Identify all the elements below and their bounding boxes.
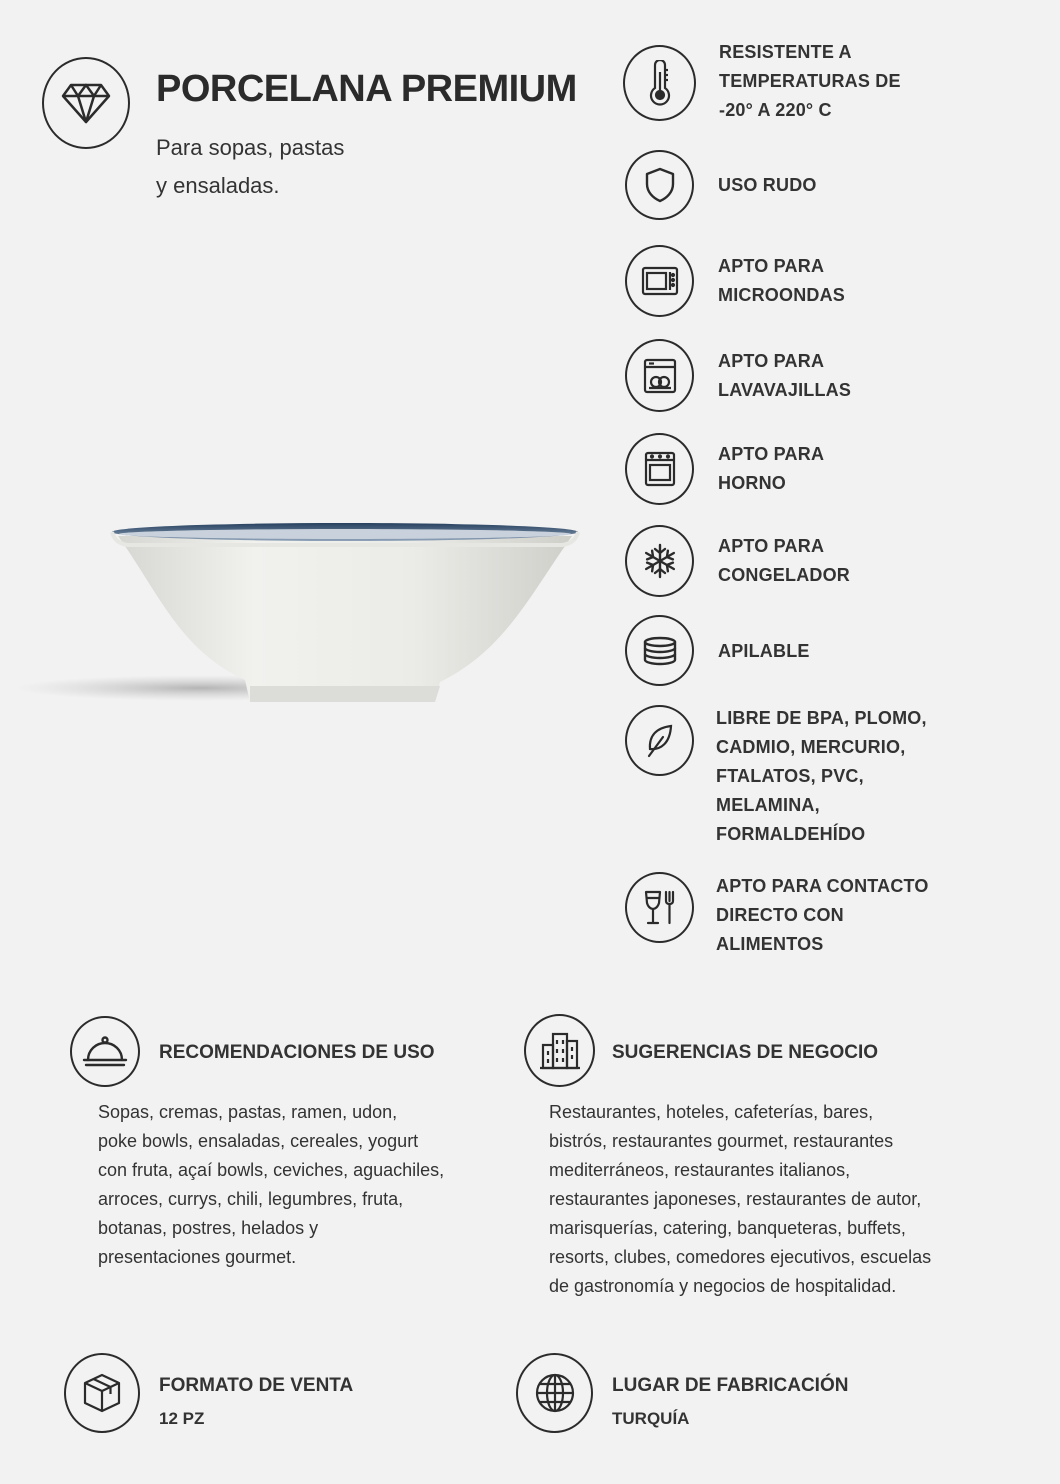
feature-line: USO RUDO [718,175,817,195]
business-title: SUGERENCIAS DE NEGOCIO [612,1042,879,1063]
subtitle [156,129,344,205]
oven-icon [644,451,676,487]
feature-line: MELAMINA, [716,795,820,815]
sale-format-value: 12 PZ [159,1409,205,1428]
origin-badge [516,1353,593,1433]
feature-stackable-badge [625,615,694,686]
feature-microwave-text [718,252,845,310]
leaf-icon [645,723,675,759]
feature-line: RESISTENTE A [719,42,852,62]
business-body: Restaurantes, hoteles, cafeterías, bares, bistrós, restaurantes gourmet, restaurantes mediterráneos, restaurantes italianos, restaurantes japoneses, restaurantes de autor, marisquerías, catering, banqueteras, buffets, resorts, clubes, comedores ejecutivos, escuelas de gastronomía y negocios de hospitalidad. [549,1102,932,1296]
feature-line: LIBRE DE BPA, PLOMO, [716,708,927,728]
box-icon [81,1372,123,1414]
feature-freezer-badge [625,525,694,597]
feature-line: APTO PARA [718,256,825,276]
feature-line: FTALATOS, PVC, [716,766,864,786]
globe-icon [534,1372,576,1414]
feature-line: FORMALDEHÍDO [716,824,866,844]
feature-dishwasher-badge [625,339,694,412]
stacked-plates-icon [642,636,678,666]
feature-line: APTO PARA CONTACTO [716,876,929,896]
recommendations-badge [70,1016,140,1087]
recommendations-body: Sopas, cremas, pastas, ramen, udon, poke bowls, ensaladas, cereales, yogurt con fruta, açaí bowls, ceviches, aguachiles, arroces, currys, chili, legumbres, fruta, botanas, postres, helados y presentaciones gourmet. [98,1102,445,1267]
feature-bpa-free-text [716,704,927,849]
business-badge [524,1014,595,1087]
feature-line: CONGELADOR [718,565,850,585]
feature-line: MICROONDAS [718,285,845,305]
feature-microwave-badge [625,245,694,317]
feature-line: CADMIO, MERCURIO, [716,737,906,757]
origin-title: LUGAR DE FABRICACIÓN [612,1375,849,1396]
feature-line: HORNO [718,473,786,493]
subtitle-line-2: y ensaladas. [156,173,280,198]
snowflake-icon [641,542,679,580]
feature-line: -20° A 220° C [719,100,832,120]
feature-line: LAVAVAJILLAS [718,380,852,400]
feature-line: APTO PARA [718,536,825,556]
feature-freezer-text [718,532,850,590]
feature-bpa-free-badge [625,705,694,776]
feature-line: ALIMENTOS [716,934,824,954]
diamond-badge [42,57,130,149]
feature-line: APILABLE [718,641,810,661]
glass-fork-icon [643,889,677,927]
cloche-icon [82,1036,128,1068]
microwave-icon [641,266,679,296]
feature-oven-text [718,440,824,498]
feature-oven-badge [625,433,694,505]
diamond-icon [61,81,111,125]
thermometer-icon [647,60,673,106]
recommendations-title: RECOMENDACIONES DE USO [159,1042,435,1063]
feature-line: TEMPERATURAS DE [719,71,901,91]
feature-stackable-text [718,637,810,666]
shield-icon [645,167,675,203]
feature-temperature-text [719,38,901,125]
feature-dishwasher-text [718,347,851,405]
dishwasher-icon [643,358,677,394]
feature-rugged-badge [625,150,694,220]
feature-food-contact-text [716,872,929,959]
page-title: PORCELANA PREMIUM [156,68,577,110]
feature-line: APTO PARA [718,351,825,371]
feature-line: DIRECTO CON [716,905,844,925]
buildings-icon [539,1031,581,1071]
origin-value: TURQUÍA [612,1409,690,1428]
feature-temperature-badge [623,45,696,121]
sale-format-title: FORMATO DE VENTA [159,1375,354,1396]
product-bowl-image [10,510,590,720]
sale-format-badge [64,1353,140,1433]
subtitle-line-1: Para sopas, pastas [156,135,345,160]
feature-line: APTO PARA [718,444,825,464]
feature-rugged-text [718,171,817,200]
feature-food-contact-badge [625,872,694,943]
